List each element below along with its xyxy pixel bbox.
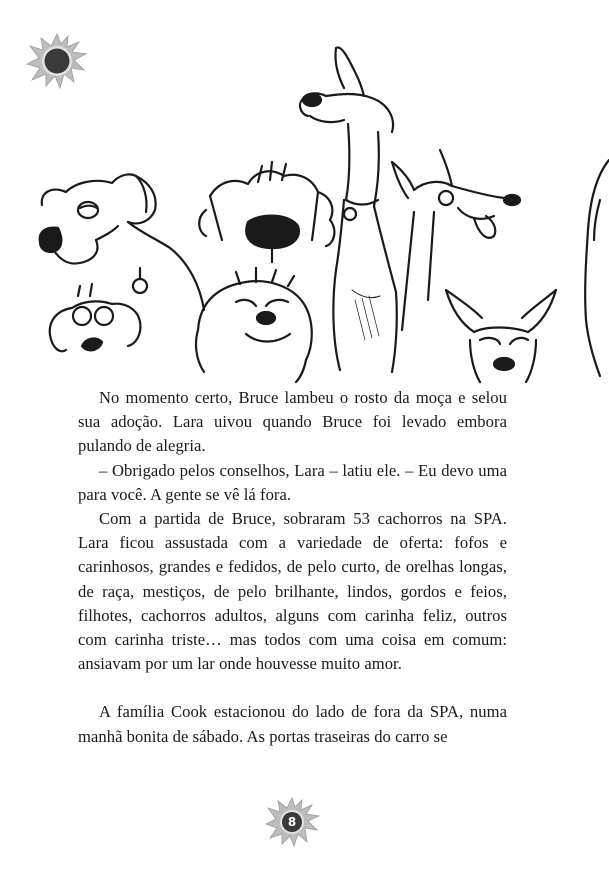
dog-bottom-right-ears — [446, 290, 556, 382]
page-number: 8 — [287, 815, 297, 829]
paragraph: – Obrigado pelos conselhos, Lara – latiu ele. – Eu devo uma para você. A gente se vê lá fora. — [78, 460, 507, 504]
dog-center-shaggy — [199, 162, 334, 262]
dog-left-big — [40, 174, 204, 310]
page-number-badge — [262, 796, 322, 848]
paragraph: Com a partida de Bruce, sobraram 53 cachorros na SPA. Lara ficou assustada com a variedade de oferta: fofos e carinhosos, grandes e fedidos, de pelo curto, de orelhas longas, de raça, mestiços, de pelo brilhante, lindos, gordos e feios, filhotes, cachorros adultos, alguns com carinha feliz, outros com carinha triste… mas todos com uma coisa em comum: ansiavam por um lar onde houvesse muito amor. — [78, 509, 507, 674]
dog-tall-standing — [300, 47, 397, 372]
dog-right-tongue — [392, 150, 520, 330]
paragraph: No momento certo, Bruce lambeu o rosto da moça e selou sua adoção. Lara uivou quando Bruce foi levado embora pulando de alegria. — [78, 388, 507, 456]
dog-left-small — [50, 284, 141, 351]
dog-center-bottom — [196, 268, 312, 382]
dog-far-right-partial — [585, 160, 609, 376]
dogs-illustration — [0, 30, 609, 390]
paragraph: A família Cook estacionou do lado de fora da SPA, numa manhã bonita de sábado. As portas traseiras do carro se — [78, 702, 507, 746]
page-body-text — [78, 386, 507, 749]
